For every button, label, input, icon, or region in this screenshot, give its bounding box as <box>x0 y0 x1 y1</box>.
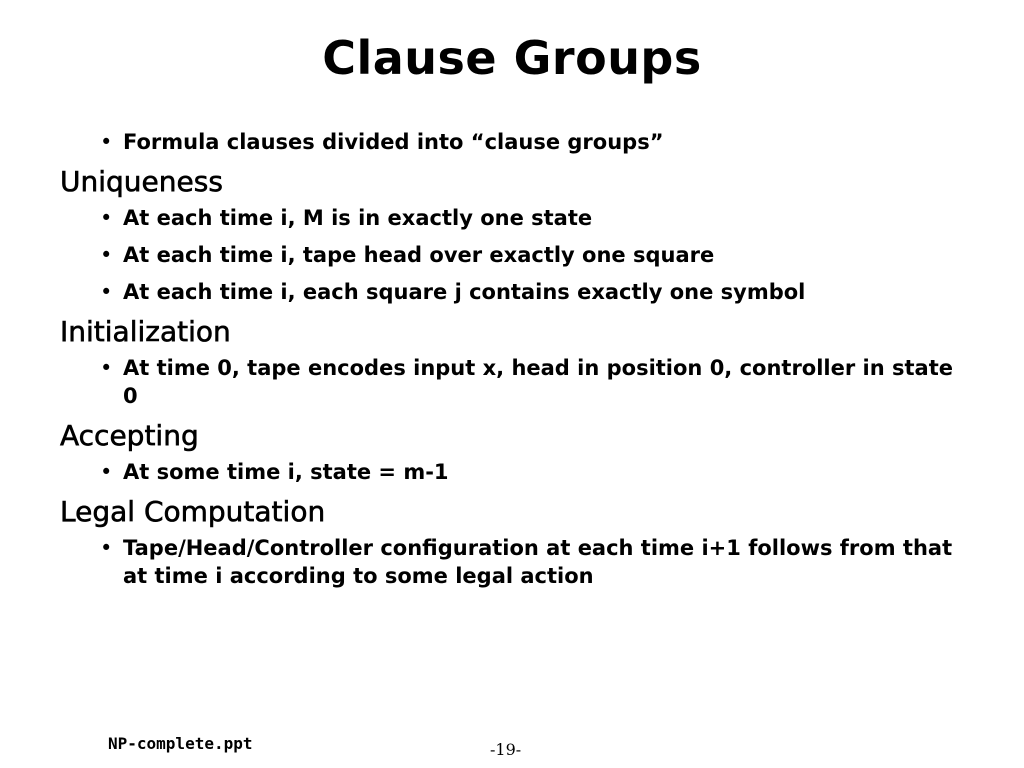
bullet-item <box>60 534 960 590</box>
bullet-item <box>60 241 960 269</box>
bullet-dot-icon: • <box>100 243 113 267</box>
bullet-text: Formula clauses divided into “clause groups” <box>123 130 664 154</box>
bullet-item <box>60 278 960 306</box>
bullet-text: At some time i, state = m-1 <box>123 460 449 484</box>
bullet-item <box>60 204 960 232</box>
footer-filename: NP-complete.ppt <box>108 734 253 753</box>
section-accepting <box>60 418 960 486</box>
bullet-dot-icon: • <box>100 536 113 560</box>
slide-content <box>60 128 960 590</box>
section-initialization <box>60 314 960 410</box>
bullet-item <box>60 128 960 156</box>
section-heading: Legal Computation <box>60 495 326 528</box>
section-heading: Accepting <box>60 419 199 452</box>
section-bullet-list <box>60 204 960 306</box>
footer-page-number: -19- <box>490 740 522 759</box>
bullet-item <box>60 458 960 486</box>
bullet-dot-icon: • <box>100 280 113 304</box>
section-heading: Initialization <box>60 315 231 348</box>
bullet-text: Tape/Head/Controller configuration at each time i+1 follows from that at time i according to some legal action <box>123 536 953 588</box>
intro-bullet-list <box>60 128 960 156</box>
slide-title: Clause Groups <box>322 31 702 85</box>
bullet-text: At each time i, each square j contains exactly one symbol <box>123 280 806 304</box>
bullet-dot-icon: • <box>100 356 113 380</box>
bullet-dot-icon: • <box>100 460 113 484</box>
bullet-text: At each time i, tape head over exactly one square <box>123 243 715 267</box>
bullet-text: At each time i, M is in exactly one state <box>123 206 593 230</box>
section-heading: Uniqueness <box>60 165 223 198</box>
section-bullet-list <box>60 534 960 590</box>
section-bullet-list <box>60 354 960 410</box>
section-bullet-list <box>60 458 960 486</box>
bullet-dot-icon: • <box>100 206 113 230</box>
section-uniqueness <box>60 164 960 306</box>
bullet-item <box>60 354 960 410</box>
section-legal-computation <box>60 494 960 590</box>
bullet-dot-icon: • <box>100 130 113 154</box>
bullet-text: At time 0, tape encodes input x, head in position 0, controller in state 0 <box>123 356 953 408</box>
